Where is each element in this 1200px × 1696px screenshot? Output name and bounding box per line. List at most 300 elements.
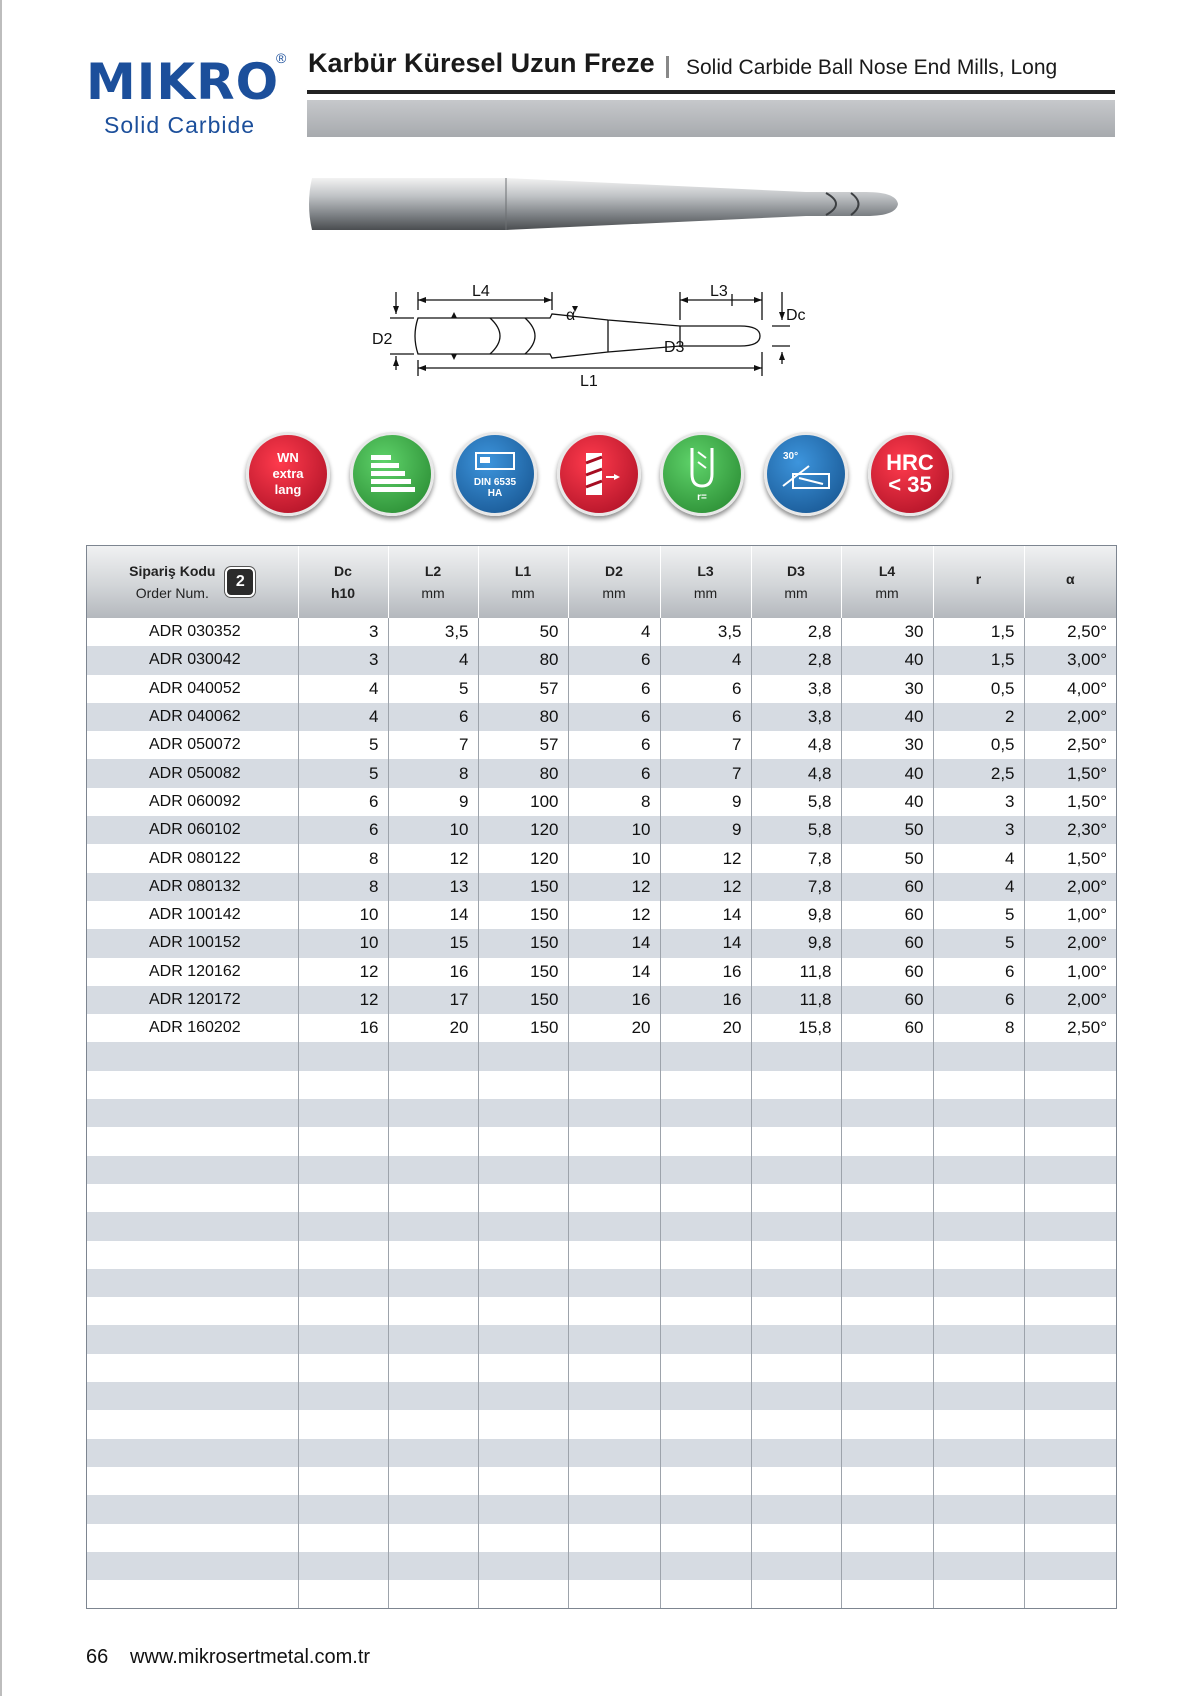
value-cell — [298, 1127, 388, 1155]
empty-table-row — [87, 1269, 1116, 1297]
value-cell: 100 — [478, 788, 568, 816]
angle-30-icon: 30° — [764, 432, 848, 516]
column-header: L4 mm — [841, 546, 933, 618]
value-cell: 60 — [841, 929, 933, 957]
value-cell: 60 — [841, 958, 933, 986]
value-cell — [933, 1382, 1024, 1410]
value-cell: 13 — [388, 873, 478, 901]
value-cell — [298, 1495, 388, 1523]
helix-direction-icon — [557, 432, 641, 516]
value-cell — [298, 1156, 388, 1184]
value-cell: 17 — [388, 986, 478, 1014]
empty-table-row — [87, 1410, 1116, 1438]
value-cell — [478, 1524, 568, 1552]
value-cell — [751, 1184, 841, 1212]
value-cell: 1,5 — [933, 646, 1024, 674]
page-subtitle: Solid Carbide Ball Nose End Mills, Long — [686, 56, 1058, 79]
order-code-cell: ADR 080122 — [87, 844, 298, 872]
value-cell: 7 — [660, 731, 751, 759]
order-code-cell: ADR 030042 — [87, 646, 298, 674]
value-cell — [388, 1382, 478, 1410]
value-cell: 2,8 — [751, 618, 841, 646]
order-code-cell — [87, 1297, 298, 1325]
value-cell — [933, 1439, 1024, 1467]
empty-table-row — [87, 1580, 1116, 1608]
value-cell — [1024, 1552, 1116, 1580]
value-cell — [841, 1439, 933, 1467]
value-cell — [660, 1552, 751, 1580]
value-cell: 2,30° — [1024, 816, 1116, 844]
value-cell — [841, 1042, 933, 1070]
value-cell: 1,50° — [1067, 791, 1107, 811]
value-cell — [933, 1410, 1024, 1438]
table-row — [87, 816, 1116, 844]
value-cell: 6 — [933, 958, 1024, 986]
value-cell: 80 — [478, 703, 568, 731]
value-cell — [298, 1042, 388, 1070]
value-cell: 60 — [841, 986, 933, 1014]
value-cell — [478, 1042, 568, 1070]
empty-table-row — [87, 1467, 1116, 1495]
value-cell — [568, 1127, 660, 1155]
order-code-cell — [87, 1580, 298, 1608]
value-cell — [933, 1495, 1024, 1523]
value-cell — [751, 1099, 841, 1127]
value-cell — [933, 1297, 1024, 1325]
value-cell: 20 — [660, 1014, 751, 1042]
empty-table-row — [87, 1354, 1116, 1382]
value-cell — [298, 1467, 388, 1495]
column-header: r — [933, 546, 1024, 618]
value-cell — [841, 1325, 933, 1353]
value-cell — [751, 1354, 841, 1382]
value-cell — [841, 1467, 933, 1495]
value-cell — [841, 1382, 933, 1410]
table-header-row — [87, 546, 1116, 618]
value-cell — [298, 1382, 388, 1410]
value-cell — [478, 1184, 568, 1212]
value-cell — [751, 1212, 841, 1240]
value-cell — [660, 1467, 751, 1495]
value-cell — [841, 1184, 933, 1212]
value-cell: 11,8 — [751, 986, 841, 1014]
value-cell — [388, 1212, 478, 1240]
value-cell — [751, 1325, 841, 1353]
value-cell — [298, 1410, 388, 1438]
value-cell — [841, 1156, 933, 1184]
value-cell: 4 — [933, 873, 1024, 901]
value-cell: 40 — [841, 703, 933, 731]
value-cell: 3,5 — [660, 618, 751, 646]
value-cell — [388, 1467, 478, 1495]
value-cell: 57 — [478, 731, 568, 759]
value-cell — [933, 1184, 1024, 1212]
value-cell — [1024, 1184, 1116, 1212]
value-cell — [298, 1269, 388, 1297]
order-code-cell — [87, 1071, 298, 1099]
value-cell — [298, 1439, 388, 1467]
value-cell — [660, 1325, 751, 1353]
value-cell — [660, 1184, 751, 1212]
label-alpha: α — [566, 307, 576, 324]
value-cell — [388, 1495, 478, 1523]
value-cell — [1024, 1241, 1116, 1269]
order-code-cell — [87, 1354, 298, 1382]
value-cell: 1,50° — [1067, 848, 1107, 868]
order-code-cell: ADR 080132 — [87, 873, 298, 901]
order-code-cell: ADR 060102 — [87, 816, 298, 844]
empty-table-row — [87, 1382, 1116, 1410]
value-cell: 6 — [568, 675, 660, 703]
value-cell: 6 — [933, 986, 1024, 1014]
value-cell: 80 — [478, 759, 568, 787]
empty-table-row — [87, 1241, 1116, 1269]
page-title: Karbür Küresel Uzun Freze — [308, 48, 655, 78]
value-cell — [841, 1099, 933, 1127]
value-cell: 14 — [388, 901, 478, 929]
value-cell: 10 — [298, 929, 388, 957]
value-cell: 6 — [568, 759, 660, 787]
value-cell — [751, 1156, 841, 1184]
label-dc: Dc — [786, 307, 806, 324]
value-cell — [388, 1325, 478, 1353]
wn-extra-lang-icon: WN extra lang — [246, 432, 330, 516]
value-cell: 12 — [298, 958, 388, 986]
value-cell: 11,8 — [751, 958, 841, 986]
din-6535-ha-icon: DIN 6535 HA — [453, 432, 537, 516]
value-cell: 3,8 — [751, 675, 841, 703]
value-cell: 16 — [568, 986, 660, 1014]
page-number: 66 — [86, 1646, 109, 1668]
value-cell: 20 — [568, 1014, 660, 1042]
empty-table-row — [87, 1552, 1116, 1580]
value-cell — [388, 1410, 478, 1438]
order-code-cell — [87, 1042, 298, 1070]
value-cell: 6 — [568, 731, 660, 759]
value-cell: 12 — [660, 873, 751, 901]
value-cell: 12 — [388, 844, 478, 872]
table-row — [87, 986, 1116, 1014]
value-cell — [1024, 1524, 1116, 1552]
value-cell: 2 — [933, 703, 1024, 731]
value-cell — [568, 1580, 660, 1608]
value-cell — [1024, 1354, 1116, 1382]
value-cell — [388, 1184, 478, 1212]
value-cell — [841, 1552, 933, 1580]
value-cell: 16 — [660, 986, 751, 1014]
value-cell — [751, 1524, 841, 1552]
table-row — [87, 844, 1116, 872]
value-cell: 30 — [841, 618, 933, 646]
value-cell: 4 — [298, 703, 388, 731]
value-cell — [933, 1325, 1024, 1353]
value-cell — [388, 1580, 478, 1608]
value-cell: 4,8 — [751, 759, 841, 787]
value-cell — [568, 1467, 660, 1495]
value-cell — [841, 1269, 933, 1297]
value-cell — [933, 1269, 1024, 1297]
value-cell — [933, 1099, 1024, 1127]
value-cell — [388, 1269, 478, 1297]
column-header: L1 mm — [478, 546, 568, 618]
value-cell: 4 — [933, 844, 1024, 872]
value-cell — [568, 1099, 660, 1127]
value-cell — [751, 1241, 841, 1269]
value-cell: 5 — [298, 731, 388, 759]
product-table — [86, 545, 1117, 1609]
value-cell — [933, 1156, 1024, 1184]
value-cell — [1024, 1071, 1116, 1099]
value-cell: 15 — [388, 929, 478, 957]
label-l4: L4 — [472, 283, 490, 300]
value-cell: 80 — [478, 646, 568, 674]
value-cell — [388, 1552, 478, 1580]
value-cell: 9,8 — [751, 901, 841, 929]
value-cell — [660, 1580, 751, 1608]
value-cell — [298, 1552, 388, 1580]
empty-table-row — [87, 1524, 1116, 1552]
value-cell: 5 — [933, 929, 1024, 957]
value-cell: 150 — [478, 929, 568, 957]
value-cell — [751, 1439, 841, 1467]
website-link[interactable]: www.mikrosertmetal.com.tr — [130, 1646, 371, 1668]
table-row — [87, 759, 1116, 787]
value-cell — [751, 1495, 841, 1523]
value-cell — [841, 1524, 933, 1552]
value-cell: 9 — [388, 788, 478, 816]
value-cell: 8 — [388, 759, 478, 787]
value-cell: 6 — [298, 788, 388, 816]
ball-radius-icon: r= — [660, 432, 744, 516]
value-cell: 3 — [933, 788, 1024, 816]
value-cell — [298, 1212, 388, 1240]
value-cell — [568, 1354, 660, 1382]
value-cell — [841, 1212, 933, 1240]
value-cell — [478, 1382, 568, 1410]
value-cell — [660, 1042, 751, 1070]
value-cell: 1,00° — [1067, 961, 1107, 981]
value-cell — [298, 1325, 388, 1353]
value-cell — [841, 1495, 933, 1523]
value-cell: 3 — [298, 646, 388, 674]
table-row — [87, 675, 1116, 703]
value-cell — [568, 1241, 660, 1269]
value-cell — [1024, 1467, 1116, 1495]
order-code-cell — [87, 1099, 298, 1127]
value-cell: 14 — [660, 901, 751, 929]
value-cell — [660, 1524, 751, 1552]
order-code-cell — [87, 1410, 298, 1438]
value-cell — [933, 1127, 1024, 1155]
value-cell — [388, 1156, 478, 1184]
value-cell — [660, 1354, 751, 1382]
value-cell: 7,8 — [751, 873, 841, 901]
mikro-logo — [86, 52, 286, 142]
value-cell — [660, 1495, 751, 1523]
value-cell: 12 — [660, 844, 751, 872]
value-cell: 2,5 — [933, 759, 1024, 787]
end-mill-photo — [306, 170, 906, 240]
column-header: L2 mm — [388, 546, 478, 618]
value-cell — [1024, 1495, 1116, 1523]
value-cell — [751, 1467, 841, 1495]
value-cell — [751, 1552, 841, 1580]
column-header: D3 mm — [751, 546, 841, 618]
value-cell — [478, 1495, 568, 1523]
order-code-cell: ADR 040062 — [87, 703, 298, 731]
value-cell — [933, 1552, 1024, 1580]
value-cell: 1,50° — [1024, 759, 1116, 787]
value-cell: 50 — [841, 816, 933, 844]
value-cell — [568, 1297, 660, 1325]
value-cell — [568, 1042, 660, 1070]
order-code-cell — [87, 1382, 298, 1410]
value-cell — [1024, 1580, 1116, 1608]
value-cell — [388, 1042, 478, 1070]
value-cell — [660, 1127, 751, 1155]
table-row — [87, 873, 1116, 901]
order-code-cell: ADR 100152 — [87, 929, 298, 957]
order-code-cell — [87, 1439, 298, 1467]
value-cell — [298, 1354, 388, 1382]
value-cell — [478, 1354, 568, 1382]
value-cell: 6 — [568, 646, 660, 674]
value-cell: 1,00° — [1067, 905, 1107, 925]
value-cell — [1024, 1439, 1116, 1467]
empty-table-row — [87, 1212, 1116, 1240]
empty-table-row — [87, 1495, 1116, 1523]
value-cell — [478, 1099, 568, 1127]
table-row — [87, 929, 1116, 957]
value-cell — [841, 1580, 933, 1608]
value-cell: 10 — [568, 844, 660, 872]
value-cell — [1024, 1042, 1116, 1070]
logo-subtitle: Solid Carbide — [104, 112, 256, 138]
table-row — [87, 618, 1116, 646]
order-code-cell — [87, 1552, 298, 1580]
value-cell — [298, 1580, 388, 1608]
value-cell: 6 — [568, 703, 660, 731]
value-cell: 150 — [478, 958, 568, 986]
value-cell: 2,00° — [1024, 873, 1116, 901]
value-cell: 8 — [933, 1014, 1024, 1042]
value-cell — [568, 1325, 660, 1353]
order-code-cell — [87, 1184, 298, 1212]
value-cell — [933, 1042, 1024, 1070]
value-cell — [933, 1241, 1024, 1269]
value-cell: 60 — [841, 901, 933, 929]
order-code-cell — [87, 1524, 298, 1552]
value-cell — [478, 1325, 568, 1353]
value-cell — [568, 1269, 660, 1297]
value-cell: 0,5 — [933, 731, 1024, 759]
value-cell — [568, 1071, 660, 1099]
table-row — [87, 1014, 1116, 1042]
value-cell — [1024, 1382, 1116, 1410]
value-cell — [568, 1382, 660, 1410]
value-cell — [388, 1071, 478, 1099]
value-cell — [478, 1071, 568, 1099]
value-cell — [841, 1241, 933, 1269]
value-cell — [298, 1071, 388, 1099]
value-cell: 10 — [568, 816, 660, 844]
value-cell: 3,5 — [388, 618, 478, 646]
value-cell — [660, 1099, 751, 1127]
value-cell — [841, 1071, 933, 1099]
value-cell: 30 — [841, 675, 933, 703]
value-cell: 150 — [478, 901, 568, 929]
value-cell: 6 — [660, 703, 751, 731]
value-cell: 4,00° — [1067, 678, 1107, 698]
value-cell — [660, 1297, 751, 1325]
value-cell — [478, 1212, 568, 1240]
value-cell: 8 — [568, 788, 660, 816]
value-cell: 12 — [568, 873, 660, 901]
page-edge — [0, 0, 2, 1696]
value-cell — [841, 1354, 933, 1382]
value-cell: 150 — [478, 986, 568, 1014]
value-cell: 120 — [478, 844, 568, 872]
value-cell: 3,8 — [751, 703, 841, 731]
value-cell — [388, 1439, 478, 1467]
value-cell — [933, 1467, 1024, 1495]
feature-icons — [246, 432, 956, 522]
header-band — [307, 100, 1115, 137]
registered-mark: ® — [276, 50, 287, 66]
label-l3: L3 — [710, 283, 728, 300]
value-cell — [568, 1410, 660, 1438]
value-cell: 150 — [478, 1014, 568, 1042]
order-code-cell: ADR 060092 — [87, 788, 298, 816]
value-cell — [751, 1042, 841, 1070]
value-cell — [298, 1524, 388, 1552]
value-cell: 2,00° — [1024, 986, 1116, 1014]
value-cell: 5 — [933, 901, 1024, 929]
value-cell: 60 — [841, 1014, 933, 1042]
value-cell — [751, 1127, 841, 1155]
value-cell — [751, 1269, 841, 1297]
value-cell — [660, 1382, 751, 1410]
value-cell: 60 — [841, 873, 933, 901]
value-cell: 7,8 — [751, 844, 841, 872]
value-cell — [568, 1156, 660, 1184]
value-cell: 6 — [298, 816, 388, 844]
value-cell — [660, 1212, 751, 1240]
logo-wordmark: MIKRO — [86, 53, 280, 111]
header-rule — [307, 90, 1115, 94]
value-cell: 14 — [660, 929, 751, 957]
value-cell — [660, 1071, 751, 1099]
value-cell: 10 — [388, 816, 478, 844]
value-cell: 9 — [660, 788, 751, 816]
value-cell: 2,00° — [1024, 929, 1116, 957]
order-code-cell — [87, 1495, 298, 1523]
value-cell: 2,50° — [1067, 1018, 1107, 1038]
table-row — [87, 646, 1116, 674]
label-d2: D2 — [372, 331, 393, 348]
order-code-cell — [87, 1212, 298, 1240]
value-cell: 50 — [478, 618, 568, 646]
value-cell — [933, 1212, 1024, 1240]
column-header: L3 mm — [660, 546, 751, 618]
value-cell — [660, 1156, 751, 1184]
value-cell: 3,00° — [1024, 646, 1116, 674]
value-cell: 4 — [388, 646, 478, 674]
value-cell — [388, 1127, 478, 1155]
value-cell — [298, 1241, 388, 1269]
empty-table-row — [87, 1184, 1116, 1212]
value-cell: 20 — [388, 1014, 478, 1042]
